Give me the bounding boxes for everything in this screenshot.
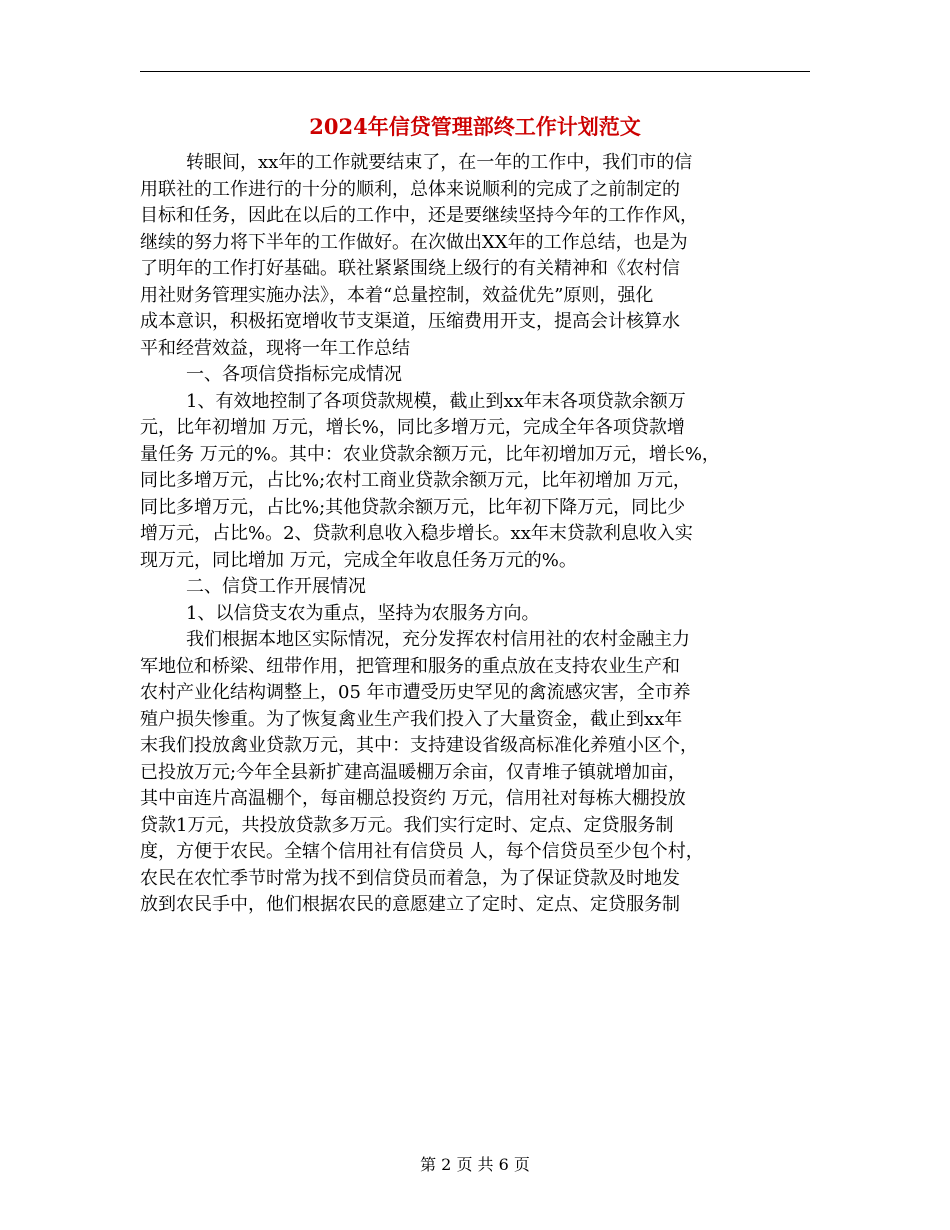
paragraph-line: 军地位和桥梁、纽带作用，把管理和服务的重点放在支持农业生产和 [140,655,680,677]
paragraph-line: 其中亩连片高温棚个，每亩棚总投资约 万元，信用社对每栋大棚投放 [140,788,686,809]
section-heading: 二、信贷工作开展情况 [186,576,366,597]
paragraph-line: 增万元，占比%。2、贷款利息收入稳步增长。xx年末贷款利息收入实 [140,523,693,544]
paragraph-line: 放到农民手中，他们根据农民的意愿建立了定时、定点、定贷服务制 [140,894,680,915]
paragraph-line: 末我们投放禽业贷款万元，其中：支持建设省级高标准化养殖小区个， [140,735,698,756]
paragraph-line: 量任务 万元的%。其中：农业贷款余额万元，比年初增加万元，增长%， [140,443,720,465]
paragraph-line: 我们根据本地区实际情况，充分发挥农村信用社的农村金融主力 [186,629,690,650]
document-title: 2024年信贷管理部终工作计划范文 [309,114,641,139]
header-rule [140,71,810,72]
paragraph-line: 平和经营效益，现将一年工作总结 [140,337,410,359]
paragraph-line: 成本意识，积极拓宽增收节支渠道，压缩费用开支，提高会计核算水 [140,311,680,332]
paragraph-line: 同比多增万元，占比%;其他贷款余额万元，比年初下降万元，同比少 [140,496,686,518]
paragraph-line: 用社财务管理实施办法》，本着“总量控制，效益优先”原则，强化 [140,284,654,306]
document-body [140,150,814,919]
paragraph-line: 1、有效地控制了各项贷款规模，截止到xx年末各项贷款余额万 [186,390,686,412]
paragraph-line: 农民在农忙季节时常为找不到信贷员而着急，为了保证贷款及时地发 [140,867,680,889]
paragraph-line: 元，比年初增加 万元，增长%，同比多增万元，完成全年各项贷款增 [140,417,685,438]
paragraph-line: 目标和任务，因此在以后的工作中，还是要继续坚持今年的工作作风， [140,205,698,226]
paragraph-line: 现万元，同比增加 万元，完成全年收息任务万元的%。 [140,549,577,571]
section-heading: 一、各项信贷指标完成情况 [186,364,402,385]
paragraph-line: 用联社的工作进行的十分的顺利，总体来说顺利的完成了之前制定的 [140,178,680,200]
paragraph-line: 农村产业化结构调整上，05 年市遭受历史罕见的禽流感灾害，全市养 [140,682,691,703]
paragraph-line: 同比多增万元，占比%;农村工商业贷款余额万元，比年初增加 万元， [140,470,691,491]
paragraph-line: 了明年的工作打好基础。联社紧紧围绕上级行的有关精神和《农村信 [140,258,680,279]
paragraph-line: 继续的努力将下半年的工作做好。在次做出XX年的工作总结，也是为 [140,231,688,253]
paragraph-line: 已投放万元;今年全县新扩建高温暖棚万余亩，仅青堆子镇就增加亩， [140,761,687,783]
paragraph-line: 度，方便于农民。全辖个信用社有信贷员 人，每个信贷员至少包个村， [140,841,704,862]
page-number: 第 2 页 共 6 页 [420,1155,530,1174]
paragraph-line: 贷款1万元，共投放贷款多万元。我们实行定时、定点、定贷服务制 [140,814,674,836]
paragraph-line: 转眼间，xx年的工作就要结束了，在一年的工作中，我们市的信 [186,152,693,173]
paragraph-line: 殖户损失惨重。为了恢复禽业生产我们投入了大量资金，截止到xx年 [140,708,683,730]
subsection-heading: 1、以信贷支农为重点，坚持为农服务方向。 [186,602,540,624]
